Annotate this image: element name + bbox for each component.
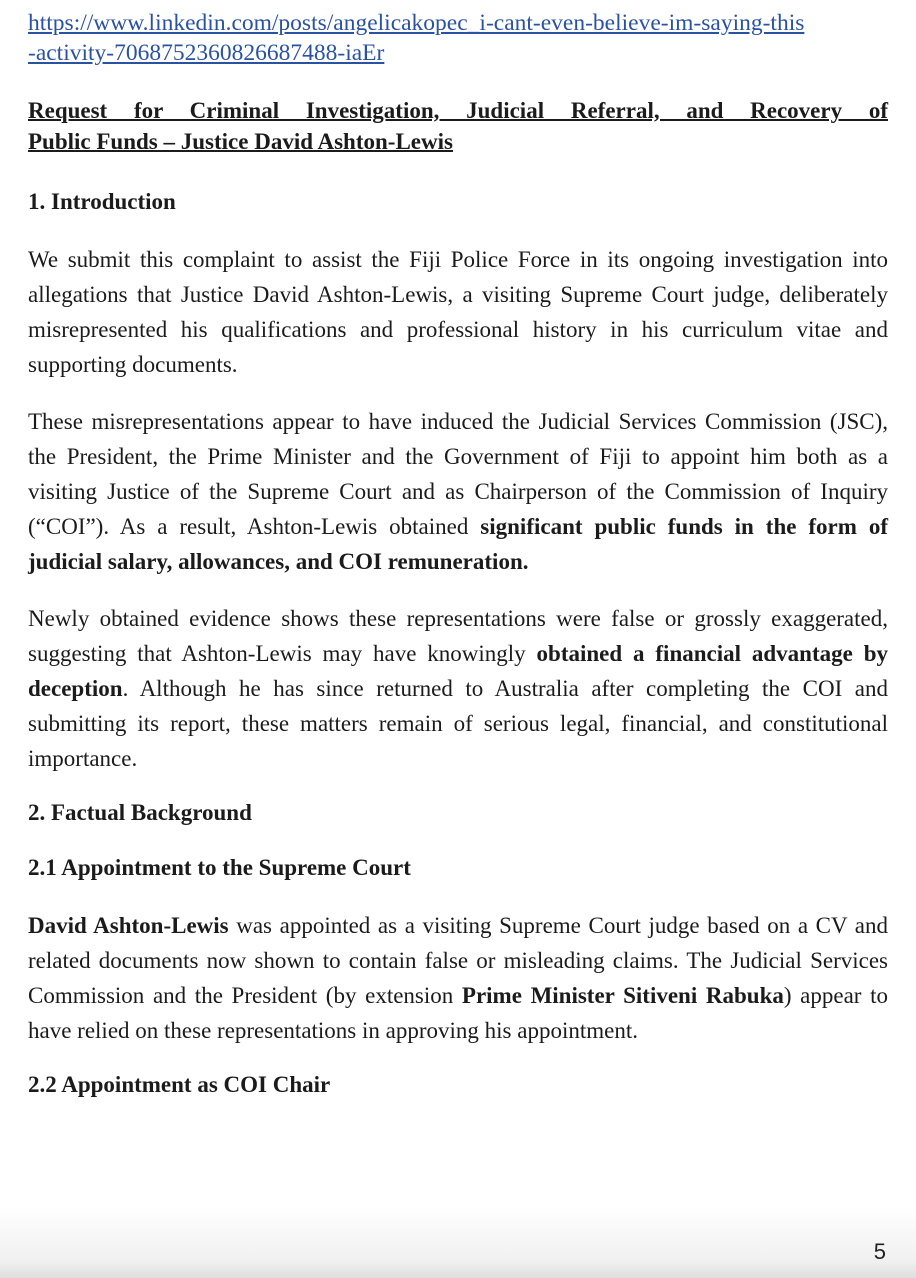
paragraph-intro-1: We submit this complaint to assist the Fiji Police Force in its ongoing investigation into allegations that Justice David Ashton-Lewis, a visiting Supreme Court judge, deliberately misrepresented his qualifications and professional history in his curriculum vitae and supporting documents. (28, 247, 888, 377)
heading-appointment-supreme-court: 2.1 Appointment to the Supreme Court (28, 855, 411, 880)
document-title-line-1: Request for Criminal Investigation, Judicial Referral, and Recovery of (28, 98, 888, 123)
linkedin-post-link[interactable] (28, 8, 888, 68)
heading-introduction: 1. Introduction (28, 189, 176, 214)
linkedin-post-link-line-2: -activity-7068752360826687488-iaEr (28, 40, 385, 66)
document-title (28, 95, 888, 157)
document-title-line-2: Public Funds – Justice David Ashton-Lewis (28, 129, 453, 154)
heading-appointment-coi-chair: 2.2 Appointment as COI Chair (28, 1072, 331, 1097)
paragraph-intro-3: Newly obtained evidence shows these representations were false or grossly exaggerated, suggesting that Ashton-Lewis may have knowingly obtained a financial advantage by deception. Although he has since returned to Australia after completing the COI and submitting its report, these matters remain of serious legal, financial, and constitutional importance. (28, 606, 888, 771)
paragraph-intro-2: These misrepresentations appear to have induced the Judicial Services Commission (JSC), the President, the Prime Minister and the Government of Fiji to appoint him both as a visiting Justice of the Supreme Court and as Chairperson of the Commission of Inquiry (“COI”). As a result, Ashton-Lewis obtained significant public funds in the form of judicial salary, allowances, and COI remuneration. (28, 409, 888, 574)
page-number: 5 (873, 1239, 886, 1264)
linkedin-post-link-line-1: https://www.linkedin.com/posts/angelicakopec_i-cant-even-believe-im-saying-this (28, 10, 805, 36)
page-footer (0, 1206, 916, 1278)
paragraph-factual-1: David Ashton-Lewis was appointed as a visiting Supreme Court judge based on a CV and related documents now shown to contain false or misleading claims. The Judicial Services Commission and the President (by extension Prime Minister Sitiveni Rabuka) appear to have relied on these representations in approving his appointment. (28, 913, 889, 1043)
heading-factual-background: 2. Factual Background (28, 800, 252, 825)
